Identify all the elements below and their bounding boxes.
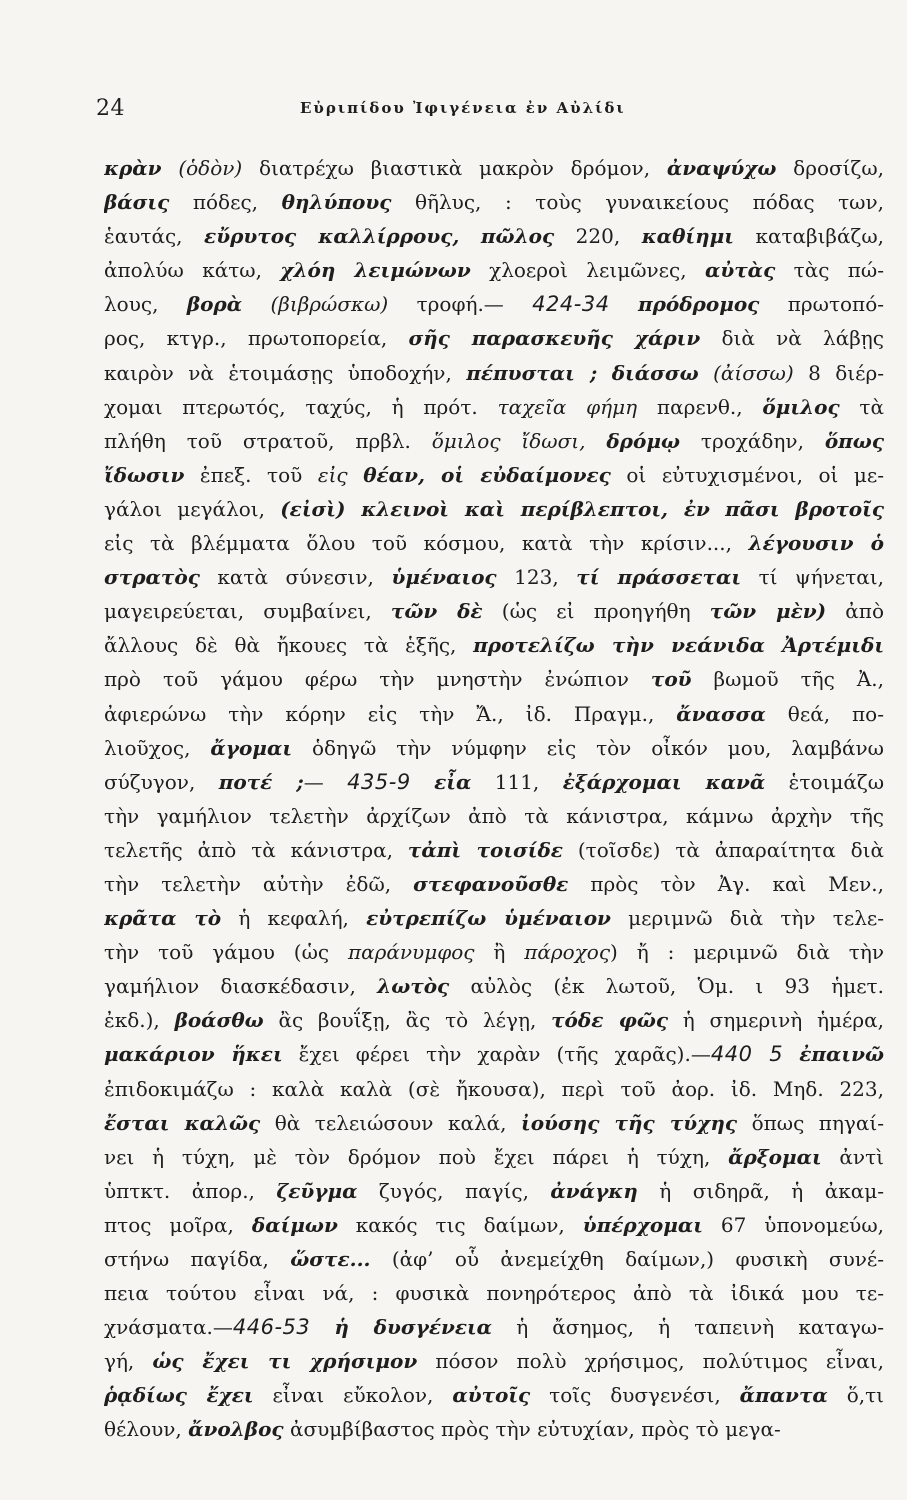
text-line [104,287,884,321]
text-line [104,151,884,185]
lemma: λέγουσιν ὁ [748,531,884,556]
lemma: πᾶσι βροτοῖς [725,496,884,521]
text-line [104,867,884,901]
page-header [0,96,907,126]
lemma: δαίμων [251,1212,338,1237]
text-line [104,185,884,219]
lemma: ἀνάγκη [550,1178,638,1203]
italic-gloss: παράνυμφος [347,940,475,965]
gloss-text: κατὰ σύνεσιν, [199,565,392,590]
text-line [104,560,884,594]
lemma: ἰούσης τῆς τύχης [521,1110,738,1135]
italic-gloss: (ἀίσσω) [698,360,794,385]
gloss-text: καταβιβάζω, [733,224,884,249]
page-number: 24 [96,96,125,121]
gloss-text: μαγειρεύεται, συμβαίνει, [104,599,391,624]
text-line [104,390,884,424]
gloss-text: εἶναι εὔκολον, [253,1383,453,1408]
text-line [104,1412,884,1446]
text-line [104,492,884,526]
gloss-text: παρενθ., [637,394,763,419]
lemma: ἐπαινῶ [799,1042,884,1067]
gloss-text: ἑτοιμάζω [765,769,884,794]
lemma: ὅπως [824,428,884,453]
lemma: στρατὸς [104,565,200,590]
lemma: ὑμέναιος [391,565,497,590]
gloss-text: (τοῖσδε) τὰ ἀπαραίτητα διὰ [562,837,884,862]
gloss-text: τροφή.— [388,292,533,317]
gloss-text: ἂς βουΐξῃ, ἂς τὸ λέγῃ, [263,1008,552,1033]
gloss-text: νει ἡ τύχη, μὲ τὸν δρόμον ποὺ ἔχει πάρει ἡ τύχη, [104,1144,729,1169]
verse-reference: 435-9 [347,769,411,794]
lemma: πῶλος [480,224,555,249]
gloss-text: ἡ σιδηρᾶ, ἡ ἀκαμ- [637,1178,884,1203]
gloss-text: τελετῆς ἀπὸ τὰ κάνιστρα, [104,837,408,862]
gloss-text: τὴν γαμήλιον τελετὴν ἀρχίζων ἀπὸ τὰ κάνιστρα, κάμνω ἀρχὴν τῆς [104,803,884,828]
lemma: ὑπέρχομαι [582,1212,703,1237]
gloss-text: γή, [104,1349,153,1374]
gloss-text: διὰ νὰ λάβῃς [700,326,884,351]
gloss-text: πρὸ τοῦ γάμου φέρω τὴν μνηστὴν ἐνώπιον [104,667,651,692]
gloss-text: στήνω παγίδα, [104,1247,291,1271]
text-line [104,1242,884,1276]
gloss-text [783,1042,799,1066]
gloss-text: ὅπως πηγαί- [737,1110,884,1135]
lemma: τοῦ [650,667,692,692]
text-line [104,969,884,1003]
gloss-text: μεριμνῶ διὰ τὴν τελε- [610,906,884,931]
lemma: βοάσθω [174,1008,264,1033]
lemma: εὔρυτος καλλίρρους, [204,224,460,249]
text-line [104,662,884,696]
gloss-text: γάλοι μεγάλοι, [104,496,281,521]
lemma: θέαν, οἱ εὐδαίμονες [363,462,611,487]
text-line [104,321,884,355]
lemma: ῥᾳδίως ἔχει [104,1383,254,1408]
text-line [104,1106,884,1140]
lemma: ἄνολβος [188,1417,284,1442]
text-line [104,833,884,867]
gloss-text: ἀπολύω κάτω, [104,258,281,283]
gloss-text: ὑπτκτ. ἀπορ., [104,1178,277,1203]
text-line [104,424,884,458]
gloss-text: θέλουν, [104,1417,189,1442]
italic-gloss: ὅμιλος ἴδωσι, [431,428,586,453]
gloss-text: λιοῦχος, [104,735,211,760]
italic-gloss: εἰς [317,462,348,487]
lemma: στεφανοῦσθε [413,871,569,896]
lemma: (εἰσὶ) κλεινοὶ καὶ περίβλεπτοι, ἐν [280,496,710,521]
lemma: ἀναψύχω [666,156,777,180]
gloss-text: ρος, κτγρ., πρωτοπορεία, [104,326,409,351]
gloss-text: θεά, πο- [765,701,884,726]
gloss-text [459,224,481,248]
gloss-text: 67 ὑπονομεύω, [702,1212,884,1237]
lemma: ἴδωσιν [104,462,185,487]
text-line [104,935,884,969]
gloss-text [597,361,611,385]
lemma: ὡς ἔχει τι χρήσιμον [152,1349,418,1374]
lemma: ἐξάρχομαι κανᾶ [562,769,766,794]
gloss-text: ὅ,τι [827,1383,884,1408]
text-line [104,1276,884,1310]
gloss-text: διατρέχω βιαστικὰ μακρὸν δρόμον, [242,156,667,180]
text-line [104,1140,884,1174]
commentary-text [104,151,884,1447]
lemma: πέπυσται ; [466,360,598,385]
gloss-text: γαμήλιον διασκέδασιν, [104,974,378,999]
gloss-text: ἡ σημερινὴ ἡμέρα, [668,1008,884,1033]
gloss-text: ἐκδ.), [104,1008,175,1033]
gloss-text: ἀφιερώνω τὴν κόρην εἰς τὴν Ἄ., ἰδ. Πραγμ., [104,701,677,726]
lemma: βάσις [104,190,170,215]
lemma: ἡ δυσγένεια [334,1315,493,1340]
gloss-text: 123, [496,565,577,590]
text-line [104,1037,884,1071]
text-line [104,458,884,492]
lemma: ἄνασσα [676,701,766,726]
verse-reference: 424-34 [532,292,610,317]
gloss-text: (ἀφ’ οὗ ἀνεμείχθη δαίμων,) φυσικὴ συνέ- [370,1247,884,1271]
gloss-text: πτος μοῖρα, [104,1212,252,1237]
gloss-text: πόδες, [169,190,282,215]
gloss-text: τοῖς δυσγενέσι, [530,1383,740,1408]
gloss-text: ἄλλους δὲ θὰ ἤκουες τὰ ἑξῆς, [104,633,474,658]
gloss-text: ἑαυτάς, [104,224,205,249]
gloss-text: ἀσυμβίβαστος πρὸς τὴν εὐτυχίαν, πρὸς τὸ μεγα- [283,1417,781,1442]
gloss-text: ἀπὸ [826,599,884,624]
text-line [104,731,884,765]
lemma: αὐτοῖς [452,1383,531,1408]
gloss-text: ἔχει φέρει τὴν χαρὰν (τῆς χαρᾶς).— [282,1042,711,1067]
lemma: πρόδρομος [637,292,760,317]
lemma: μακάριον ἥκει [104,1042,283,1067]
lemma: ἔσται καλῶς [104,1110,261,1135]
text-line [104,901,884,935]
gloss-text: καιρὸν νὰ ἑτοιμάσῃς ὑποδοχήν, [104,360,467,385]
lemma: τῶν μὲν) [709,599,827,624]
text-line [104,765,884,799]
gloss-text: πόσον πολὺ χρήσιμος, πολύτιμος εἶναι, [417,1349,884,1374]
gloss-text: χλοεροὶ λειμῶνες, [470,258,705,283]
lemma: τόδε φῶς [551,1008,669,1033]
gloss-text: τροχάδην, [680,428,825,453]
text-line [104,799,884,833]
gloss-text: ἀντὶ [821,1144,884,1169]
gloss-text: ἐπεξ. τοῦ [184,462,318,487]
lemma: προτελίζω τὴν νεάνιδα Ἀρτέμιδι [473,633,884,658]
text-line [104,253,884,287]
gloss-text: κακός τις δαίμων, [337,1212,583,1237]
gloss-text: τὰς πώ- [775,258,884,283]
text-line [104,219,884,253]
gloss-text: θῆλυς, : τοὺς γυναικείους πόδας των, [391,190,884,215]
gloss-text: χομαι πτερωτός, ταχύς, ἡ πρότ. [104,394,498,419]
gloss-text: θὰ τελειώσουν καλά, [260,1110,522,1135]
running-title: Εὐριπίδου Ἰφιγένεια ἐν Αὐλίδι [300,99,626,117]
gloss-text: οἱ εὐτυχισμένοι, οἱ με- [610,462,884,487]
gloss-text [585,429,606,453]
lemma: βορὰ [186,292,243,317]
gloss-text: πλήθη τοῦ στρατοῦ, πρβλ. [104,428,432,453]
text-line [104,1378,884,1412]
lemma: χλόη λειμώνων [280,258,471,283]
lemma: εὐτρεπίζω ὑμέναιον [366,906,611,931]
text-line [104,628,884,662]
text-line [104,1003,884,1037]
gloss-text: τί ψήνεται, [741,565,884,590]
gloss-text: τὰ [839,394,884,419]
text-line [104,1072,884,1106]
gloss-text: 220, [554,224,642,249]
gloss-text: τὴν τοῦ γάμου (ὡς [104,940,348,965]
gloss-text [310,1315,334,1339]
gloss-text: εἰς τὰ βλέμματα ὅλου τοῦ κόσμου, κατὰ τὴν κρίσιν..., [104,531,749,556]
gloss-text: ἡ κεφαλή, [221,906,367,931]
lemma: διάσσω [611,360,699,385]
lemma: σῆς παρασκευῆς χάριν [408,326,701,351]
lemma: εἶα [434,769,472,794]
gloss-text: ὁδηγῶ τὴν νύμφην εἰς τὸν οἶκόν μου, λαμβάνω [292,735,884,760]
lemma: ποτέ ; [218,769,304,794]
verse-reference: 446-53 [232,1315,311,1340]
lemma: ἄπαντα [739,1383,828,1408]
gloss-text: δροσίζω, [776,156,884,180]
lemma: θηλύπους [281,190,392,215]
lemma: δρόμῳ [606,428,681,453]
lemma: ὅμιλος [762,394,840,419]
lemma: κρὰν [104,156,162,180]
lemma: ἄγομαι [210,735,293,760]
gloss-text: ζυγός, παγίς, [357,1178,551,1203]
verse-reference: 440 5 [710,1042,784,1067]
gloss-text: (ὡς εἰ προηγήθη [482,599,710,624]
text-line [104,1174,884,1208]
gloss-text: σύζυγον, [104,769,219,794]
gloss-text [411,770,434,794]
gloss-text: αὐλὸς (ἐκ λωτοῦ, Ὁμ. ι 93 ἡμετ. [449,974,884,999]
italic-gloss: ταχεῖα φήμη [497,394,638,419]
gloss-text: ἡ ἄσημος, ἡ ταπεινὴ καταγω- [492,1315,884,1340]
text-line [104,697,884,731]
gloss-text [610,292,638,316]
lemma: ὥστε... [290,1247,371,1271]
gloss-text: πρωτοπό- [759,292,884,317]
text-line [104,356,884,390]
text-line [104,1208,884,1242]
lemma: ζεῦγμα [276,1178,358,1203]
lemma: κρᾶτα τὸ [104,906,222,931]
italic-gloss: (ὁδὸν) [161,156,243,180]
gloss-text: λους, [104,292,187,317]
gloss-text: βωμοῦ τῆς Ἀ., [691,667,884,692]
italic-gloss: (βιβρώσκω) [242,292,389,317]
gloss-text: — [303,769,348,794]
gloss-text: ) ἤ : μεριμνῶ διὰ τὴν [610,940,884,965]
gloss-text: ἐπιδοκιμάζω : καλὰ καλὰ (σὲ ἤκουσα), περὶ τοῦ ἀορ. ἰδ. Μηδ. 223, [104,1076,884,1101]
gloss-text: 111, [471,769,563,794]
lemma: τῶν δὲ [390,599,483,624]
italic-gloss: πάροχος [524,940,611,965]
gloss-text: χνάσματα.— [104,1315,233,1340]
gloss-text: πεια τούτου εἶναι νά, : φυσικὰ πονηρότερος ἀπὸ τὰ ἰδικά μου τε- [104,1281,884,1306]
gloss-text: τὴν τελετὴν αὐτὴν ἐδῶ, [104,871,414,896]
lemma: ἄρξομαι [728,1144,822,1169]
lemma: τί πράσσεται [576,565,742,590]
lemma: λωτὸς [377,974,450,999]
gloss-text: ἢ [474,940,525,965]
text-line [104,1310,884,1344]
text-line [104,526,884,560]
text-line [104,594,884,628]
gloss-text: πρὸς τὸν Ἀγ. καὶ Μεν., [568,871,884,896]
lemma: αὐτὰς [704,258,776,283]
gloss-text: 8 διέρ- [793,360,884,385]
gloss-text [348,463,364,487]
text-line [104,1344,884,1378]
lemma: τἀπὶ τοισίδε [407,837,563,862]
gloss-text [710,497,725,521]
lemma: καθίημι [641,224,734,249]
